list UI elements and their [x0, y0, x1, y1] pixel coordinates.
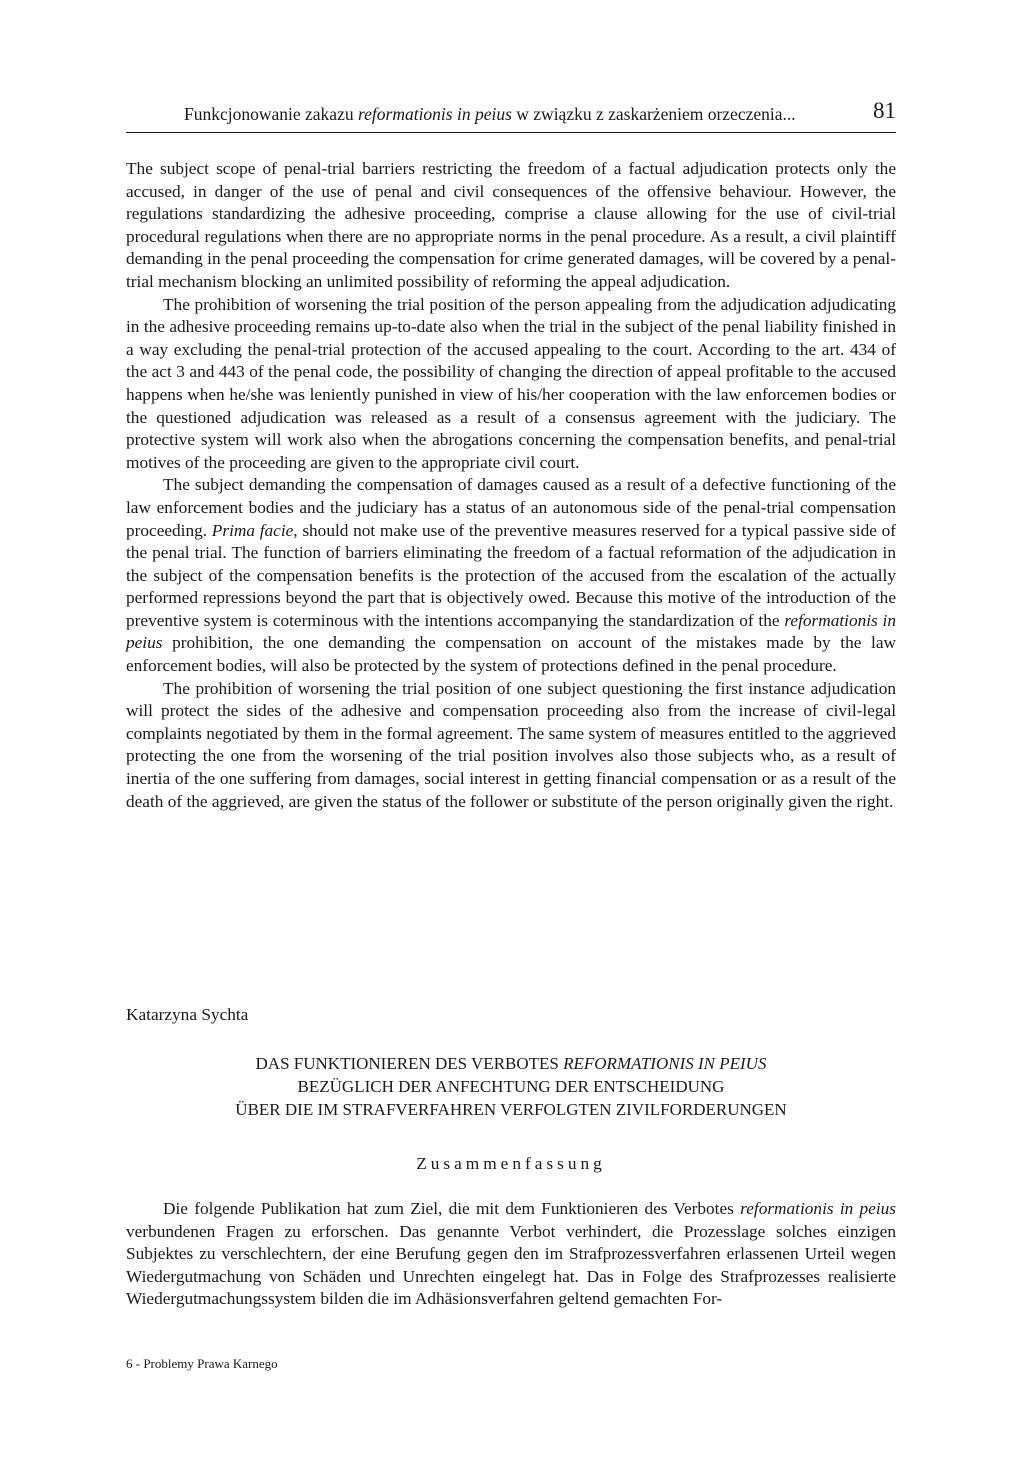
summary-paragraph: Die folgende Publikation hat zum Ziel, die mit dem Funktionieren des Verbotes reformationis in peius verbundenen Fragen zu erforschen. Das genannte Verbot verhindert, die Prozesslage solches einzigen Subjektes zu verschlechtern, der eine Berufung gegen den im Strafprozessverfahren erlassenen Urteil wegen Wiedergutmachung von Schäden und Unrechten eingelegt hat. Das in Folge des Strafprozesses realisierte Wiedergutmachungssystem bilden die im Adhäsionsverfahren geltend gemachten For-: [126, 1199, 897, 1309]
paragraph-2: The prohibition of worsening the trial position of the person appealing from the adjudication adjudicating in the adhesive proceeding remains up-to-date also when the trial in the subject of the penal liability finished in a way excluding the penal-trial protection of the accused appealing to the court. According to the art. 434 of the act 3 and 443 of the penal code, the possibility of changing the direction of appeal profitable to the accused happens when he/she was leniently punished in view of his/her cooperation with the law enforcemen bodies or the questioned adjudication was released as a result of a consensus agreement with the judiciary. The protective system will work also when the abrogations concerning the compensation benefits, and penal-trial motives of the proceeding are given to the appropriate civil court.: [126, 294, 896, 472]
running-title-text-end: w związku z zaskarżeniem orzeczenia...: [511, 104, 796, 124]
running-title-text: Funkcjonowanie zakazu: [184, 104, 358, 124]
paragraph-4: The prohibition of worsening the trial position of one subject questioning the first instance adjudication will protect the sides of the adhesive and compensation proceeding also from the increase of civil-legal complaints negotiated by them in the formal agreement. The same system of measures entitled to the aggrieved protecting the one from the worsening of the trial position involves also those subjects who, as a result of inertia of the one suffering from damages, social interest in getting financial compensation or as a result of the death of the aggrieved, are given the status of the follower or substitute of the person originally given the right.: [126, 678, 896, 811]
german-title-line-1: DAS FUNKTIONIEREN DES VERBOTES REFORMATIONIS IN PEIUS: [255, 1054, 767, 1073]
paragraph-1: The subject scope of penal-trial barriers restricting the freedom of a factual adjudication protects only the accused, in danger of the use of penal and civil consequences of the offensive behaviour. However, the regulations standardizing the adhesive proceeding, comprise a clause allowing for the use of civil-trial procedural regulations when there are no appropriate norms in the penal procedure. As a result, a civil plaintiff demanding in the penal proceeding the compensation for crime generated damages, will be covered by a penal-trial mechanism blocking an unlimited possibility of reforming the appeal adjudication.: [126, 159, 896, 291]
body-text: [126, 158, 896, 813]
running-title-italic: reformationis in peius: [357, 104, 512, 124]
running-header: [126, 100, 896, 133]
german-title: [126, 1052, 896, 1121]
page-footer: 6 - Problemy Prawa Karnego: [126, 1356, 278, 1371]
summary-heading: Zusammenfassung: [416, 1154, 606, 1173]
german-title-line-3: ÜBER DIE IM STRAFVERFAHREN VERFOLGTEN ZIVILFORDERUNGEN: [235, 1100, 787, 1119]
summary-text: [126, 1198, 896, 1311]
paragraph-3: The subject demanding the compensation of damages caused as a result of a defective functioning of the law enforcement bodies and the judiciary has a status of an autonomous side of the penal-trial compensation proceeding. Prima facie, should not make use of the preventive measures reserved for a typical passive side of the penal trial. The function of barriers eliminating the freedom of a factual reformation of the adjudication in the subject of the compensation benefits is the protection of the accused from the escalation of the actually performed repressions beyond the part that is objectively owed. Because this motive of the introduction of the preventive system is coterminous with the intentions accompanying the standardization of the reformationis in peius prohibition, the one demanding the compensation on account of the mistakes made by the law enforcement bodies, will also be protected by the system of protections defined in the penal procedure.: [126, 475, 896, 676]
page-number: 81: [873, 98, 896, 123]
author-name: Katarzyna Sychta: [126, 1005, 249, 1024]
german-title-line-2: BEZÜGLICH DER ANFECHTUNG DER ENTSCHEIDUNG: [297, 1077, 725, 1096]
running-title: [184, 104, 796, 125]
